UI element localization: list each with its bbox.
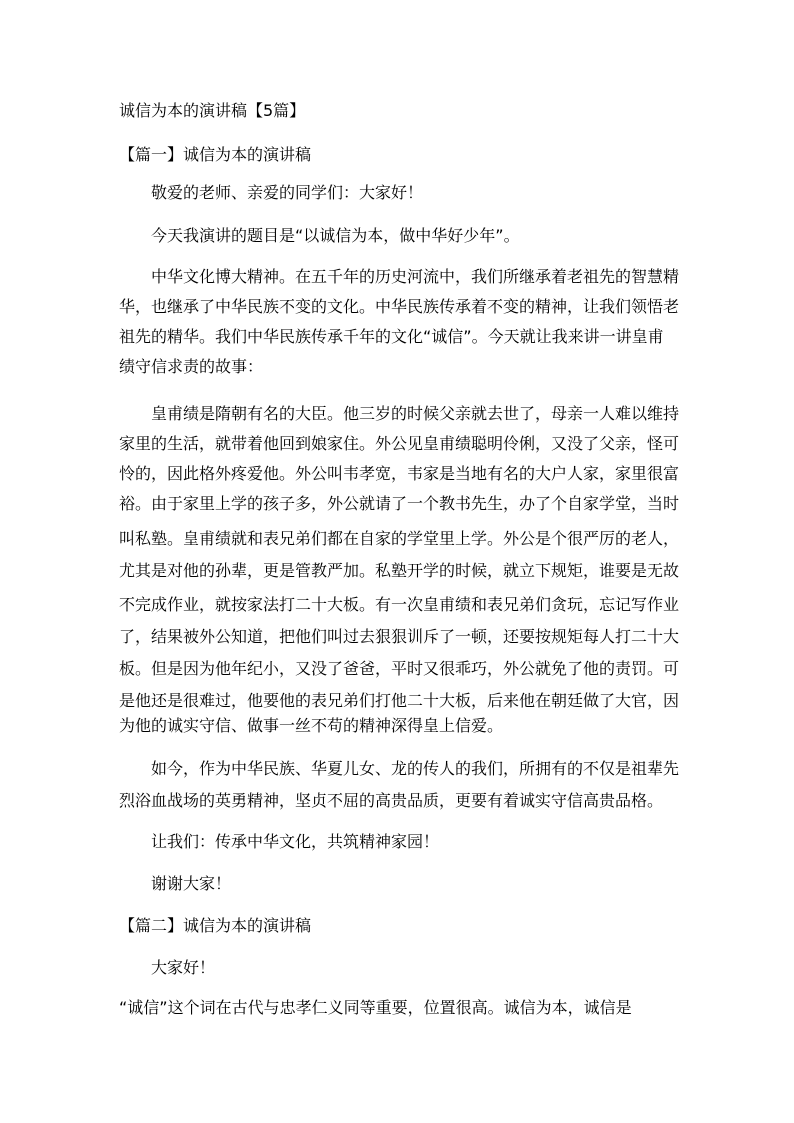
paragraph-two-line: 板。但是因为他年纪小，又没了爸爸，平时又很乖巧，外公就免了他的责罚。可 xyxy=(119,659,680,678)
paragraph-one-line: 华，也继承了中华民族不变的文化。中华民族传承着不变的精神，让我们领悟老 xyxy=(119,297,680,316)
paragraph-two-line: 怜的，因此格外疼爱他。外公叫韦孝宽，韦家是当地有名的大户人家，家里很富 xyxy=(119,464,680,483)
paragraph-two-line: 不完成作业，就按家法打二十大板。有一次皇甫绩和表兄弟们贪玩，忘记写作业 xyxy=(119,595,680,614)
paragraph-two-line: 为他的诚实守信、做事一丝不苟的精神深得皇上信爱。 xyxy=(119,716,504,735)
paragraph-four-line: “诚信”这个词在古代与忠孝仁义同等重要，位置很高。诚信为本，诚信是 xyxy=(119,998,632,1017)
paragraph-two-line: 裕。由于家里上学的孩子多，外公就请了一个教书先生，办了个自家学堂，当时 xyxy=(119,494,680,513)
paragraph-two-line: 尤其是对他的孙辈，更是管教严加。私塾开学的时候，就立下规矩，谁要是无故 xyxy=(119,561,680,580)
greeting-two-line: 大家好！ xyxy=(151,958,216,977)
paragraph-two-line: 叫私塾。皇甫绩就和表兄弟们都在自家的学堂里上学。外公是个很严厉的老人， xyxy=(119,529,680,548)
paragraph-two-line: 是他还是很难过，他要他的表兄弟们打他二十大板，后来他在朝廷做了大官，因 xyxy=(119,691,680,710)
section-one-heading: 【篇一】诚信为本的演讲稿 xyxy=(119,145,312,164)
thanks-line: 谢谢大家！ xyxy=(151,874,232,893)
paragraph-one-line: 祖先的精华。我们中华民族传承千年的文化“诚信”。今天就让我来讲一讲皇甫 xyxy=(119,327,664,346)
paragraph-three-line: 如今，作为中华民族、华夏儿女、龙的传人的我们，所拥有的不仅是祖辈先 xyxy=(151,759,680,778)
closing-line: 让我们：传承中华文化，共筑精神家园！ xyxy=(151,832,440,851)
topic-line: 今天我演讲的题目是“以诚信为本，做中华好少年”。 xyxy=(151,226,520,245)
paragraph-one-line: 中华文化博大精神。在五千年的历史河流中，我们所继承着老祖先的智慧精 xyxy=(151,267,680,286)
paragraph-two-line: 家里的生活，就带着他回到娘家住。外公见皇甫绩聪明伶俐，又没了父亲，怪可 xyxy=(119,434,680,453)
paragraph-two-line: 皇甫绩是隋朝有名的大臣。他三岁的时候父亲就去世了，母亲一人难以维持 xyxy=(151,404,680,423)
section-two-heading: 【篇二】诚信为本的演讲稿 xyxy=(119,916,312,935)
paragraph-one-line: 绩守信求责的故事： xyxy=(119,357,264,376)
document-title: 诚信为本的演讲稿【5篇】 xyxy=(119,101,306,120)
paragraph-three-line: 烈浴血战场的英勇精神，坚贞不屈的高贵品质，更要有着诚实守信高贵品格。 xyxy=(119,791,664,810)
paragraph-two-line: 了，结果被外公知道，把他们叫过去狠狠训斥了一顿，还要按规矩每人打二十大 xyxy=(119,627,680,646)
greeting-line: 敬爱的老师、亲爱的同学们：大家好！ xyxy=(151,183,424,202)
